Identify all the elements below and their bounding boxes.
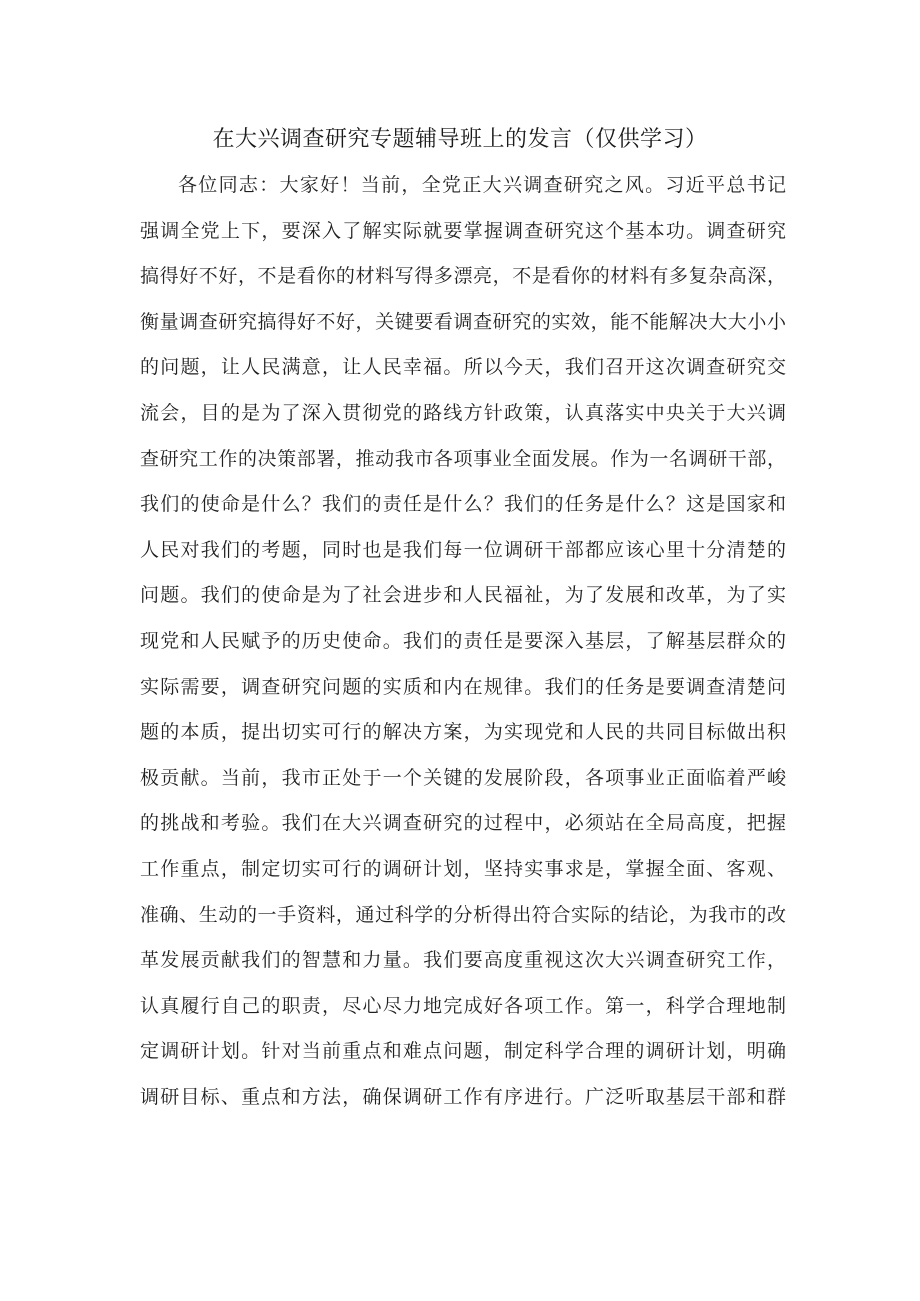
body-line: 定调研计划。针对当前重点和难点问题，制定科学合理的调研计划，明确 — [140, 1040, 786, 1063]
body-line: 的问题，让人民满意，让人民幸福。所以今天，我们召开这次调查研究交 — [140, 356, 786, 379]
body-line: 现党和人民赋予的历史使命。我们的责任是要深入基层，了解基层群众的 — [140, 629, 786, 652]
body-line: 强调全党上下，要深入了解实际就要掌握调查研究这个基本功。调查研究 — [140, 219, 786, 242]
body-line: 各位同志：大家好！当前，全党正大兴调查研究之风。习近平总书记 — [178, 174, 786, 196]
body-line: 查研究工作的决策部署，推动我市各项事业全面发展。作为一名调研干部， — [140, 447, 786, 470]
body-line: 流会，目的是为了深入贯彻党的路线方针政策，认真落实中央关于大兴调 — [140, 401, 786, 424]
body-line: 调研目标、重点和方法，确保调研工作有序进行。广泛听取基层干部和群 — [140, 1085, 786, 1108]
body-line: 人民对我们的考题，同时也是我们每一位调研干部都应该心里十分清楚的 — [140, 538, 786, 561]
document-body — [140, 163, 786, 1120]
body-line: 搞得好不好，不是看你的材料写得多漂亮，不是看你的材料有多复杂高深， — [140, 265, 786, 288]
body-line: 革发展贡献我们的智慧和力量。我们要高度重视这次大兴调查研究工作， — [140, 949, 786, 972]
body-line: 我们的使命是什么？我们的责任是什么？我们的任务是什么？这是国家和 — [140, 493, 786, 516]
body-line: 的挑战和考验。我们在大兴调查研究的过程中，必须站在全局高度，把握 — [140, 812, 786, 835]
body-line: 题的本质，提出切实可行的解决方案，为实现党和人民的共同目标做出积 — [140, 721, 786, 744]
body-line: 衡量调查研究搞得好不好，关键要看调查研究的实效，能不能解决大大小小 — [140, 310, 786, 333]
document-title: 在大兴调查研究专题辅导班上的发言（仅供学习） — [212, 127, 708, 152]
body-line: 问题。我们的使命是为了社会进步和人民福祉，为了发展和改革，为了实 — [140, 584, 786, 607]
body-line: 实际需要，调查研究问题的实质和内在规律。我们的任务是要调查清楚问 — [140, 675, 786, 698]
body-line: 准确、生动的一手资料，通过科学的分析得出符合实际的结论，为我市的改 — [140, 903, 786, 926]
body-line: 工作重点，制定切实可行的调研计划，坚持实事求是，掌握全面、客观、 — [140, 857, 786, 880]
body-line: 极贡献。当前，我市正处于一个关键的发展阶段，各项事业正面临着严峻 — [140, 766, 786, 789]
body-line: 认真履行自己的职责，尽心尽力地完成好各项工作。第一，科学合理地制 — [140, 994, 786, 1017]
